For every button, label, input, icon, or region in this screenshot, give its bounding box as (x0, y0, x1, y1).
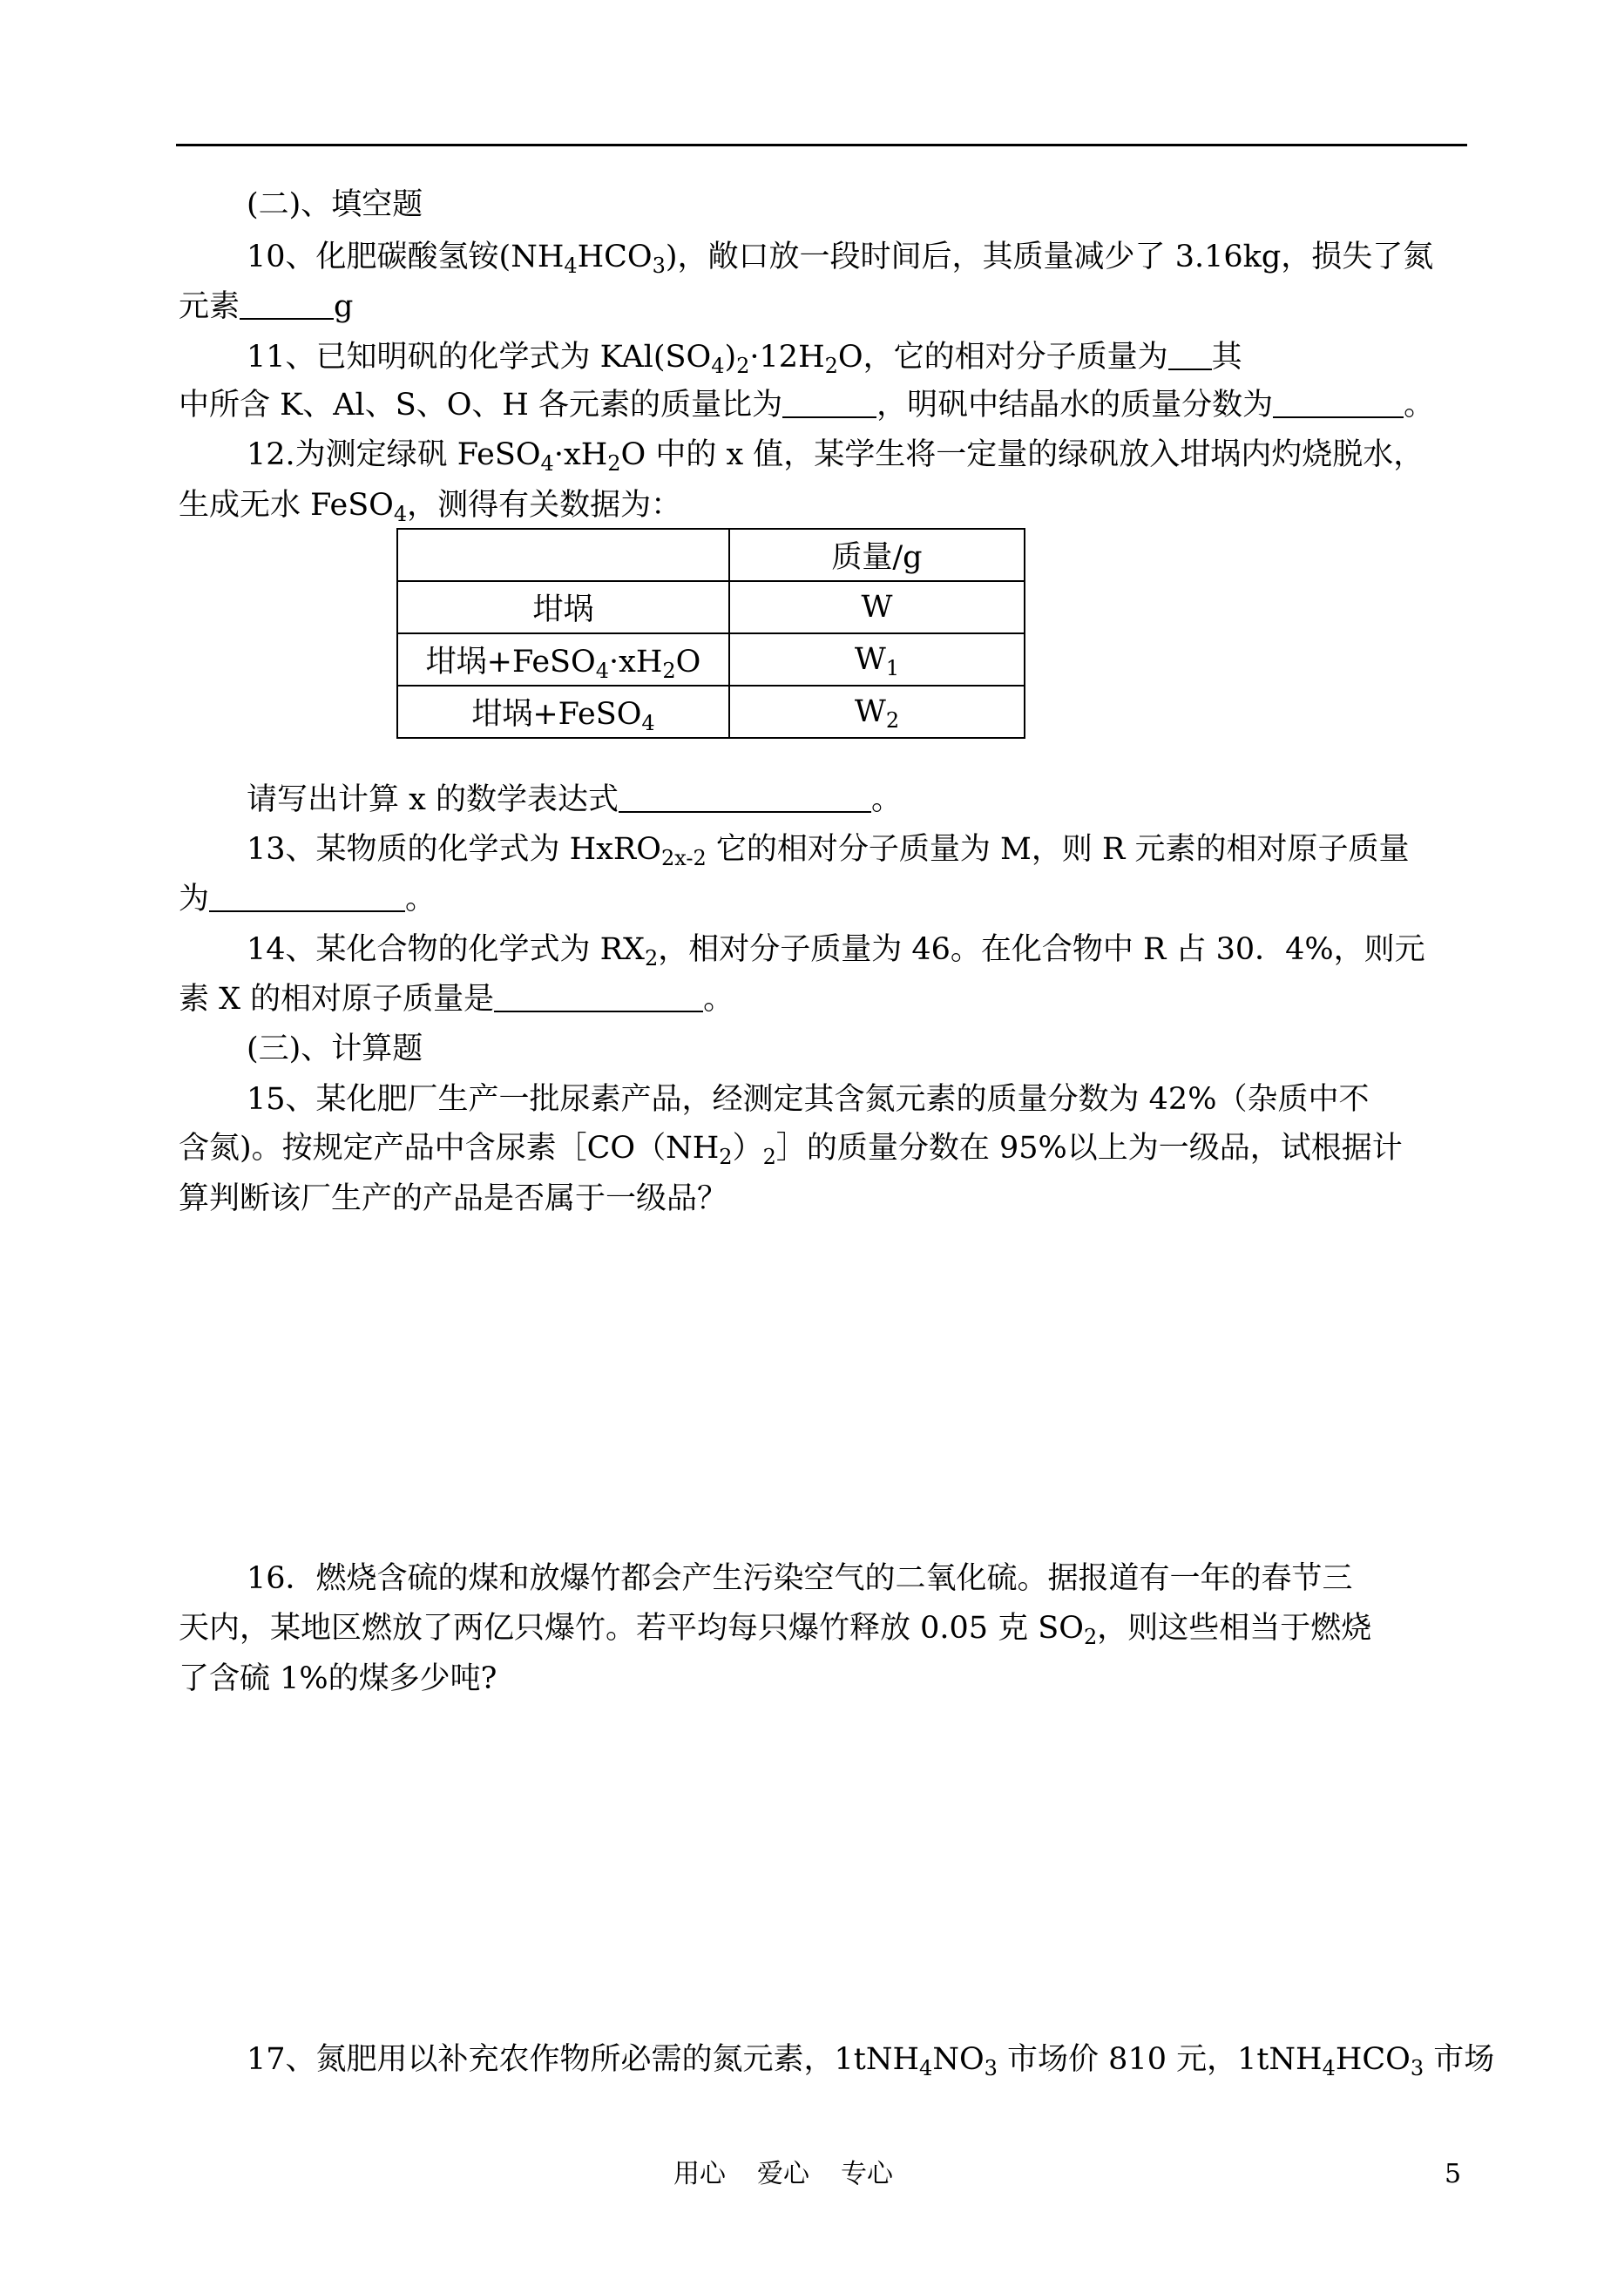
q15-line2: 含氮)。按规定产品中含尿素$[CO(NH_2)_2]$的质量分数在 95%以上为一级品，试根据计 (179, 1131, 1403, 1169)
table-header-mass: 质量/g (729, 529, 1025, 581)
table-row (397, 581, 1025, 633)
q17-line1: 17、氮肥用以补充农作物所必需的氮元素，$1tNH_4NO_3$ 市场价 810 元，$1tNH_4HCO_3$ 市场 (247, 2042, 1495, 2080)
footer-word: 爱心 (757, 2159, 809, 2189)
table-row (397, 686, 1025, 738)
q14-line1: 14、某化合物的化学式为 $RX_2$，相对分子质量为 46。在化合物中 R 占 30．4%，则元 (247, 932, 1425, 971)
q12-line1: 12.为测定绿矾 $FeSO_4\cdot xH_2O$ 中的 x 值，某学生将一定量的绿矾放入坩埚内灼烧脱水， (247, 437, 1424, 476)
q11-line2: 中所含 K、Al、S、O、H 各元素的质量比为 ，明矾中结晶水的质量分数为 。 (179, 388, 1435, 423)
q13-line2: 为 。 (179, 882, 436, 917)
footer-word: 专心 (841, 2159, 893, 2189)
q11-percent-blank[interactable] (1273, 387, 1404, 418)
table-row (397, 633, 1025, 686)
table-cell-label: 坩埚 (397, 581, 729, 633)
q15-line1: 15、某化肥厂生产一批尿素产品，经测定其含氮元素的质量分数为 42%（杂质中不 (247, 1082, 1370, 1117)
q12-answer-blank[interactable] (619, 781, 871, 813)
q13-answer-blank[interactable] (209, 881, 405, 912)
header-rule (176, 144, 1467, 146)
section-heading-fill: (二)、填空题 (247, 187, 423, 222)
q10-line1: 10、化肥碳酸氢铵$(NH_4HCO_3)$，敞口放一段时间后，其质量减少了 3.16kg，损失了氮 (247, 240, 1434, 278)
q10-line2: 元素 g (179, 289, 354, 324)
q15-line3: 算判断该厂生产的产品是否属于一级品？ (179, 1181, 728, 1216)
q11-line1: 11、已知明矾的化学式为 $KAl(SO_4)_2\cdot 12H_2O$，它的相对分子质量为 其 (247, 340, 1242, 378)
footer-word: 用心 (673, 2159, 726, 2189)
q10-answer-blank[interactable] (240, 288, 334, 320)
section-heading-calc: (三)、计算题 (247, 1032, 423, 1066)
q16-line1: 16．燃烧含硫的煤和放爆竹都会产生污染空气的二氧化硫。据报道有一年的春节三 (247, 1561, 1353, 1596)
page-number: 5 (1445, 2159, 1462, 2189)
q16-line2: 天内，某地区燃放了两亿只爆竹。若平均每只爆竹释放 0.05 克 $SO_2$，则这些相当于燃烧 (179, 1611, 1372, 1649)
table-cell-label: 坩埚$+FeSO_4\cdot xH_2O$ (397, 633, 729, 686)
q11-ratio-blank[interactable] (782, 387, 876, 418)
q11-mass-blank[interactable] (1168, 339, 1212, 370)
page-footer (673, 2157, 924, 2192)
table-row (397, 529, 1025, 581)
table-header-empty (397, 529, 729, 581)
q14-line2: 素 X 的相对原子质量是 。 (179, 982, 734, 1017)
q12-line2: 生成无水 FeSO$_4$，测得有关数据为： (179, 488, 682, 526)
table-cell-value: W (729, 581, 1025, 633)
q12-data-table (396, 528, 1025, 739)
q14-answer-blank[interactable] (494, 981, 703, 1012)
q12-prompt: 请写出计算 x 的数学表达式 。 (247, 782, 903, 817)
q13-line1: 13、某物质的化学式为 HxRO$_{2x-2}$ 它的相对分子质量为 M，则 R 元素的相对原子质量 (247, 832, 1410, 870)
table-cell-value: $W_2$ (729, 686, 1025, 738)
table-cell-label: 坩埚+FeSO$_4$ (397, 686, 729, 738)
q16-line3: 了含硫 1%的煤多少吨? (179, 1661, 497, 1696)
table-cell-value: $W_1$ (729, 633, 1025, 686)
